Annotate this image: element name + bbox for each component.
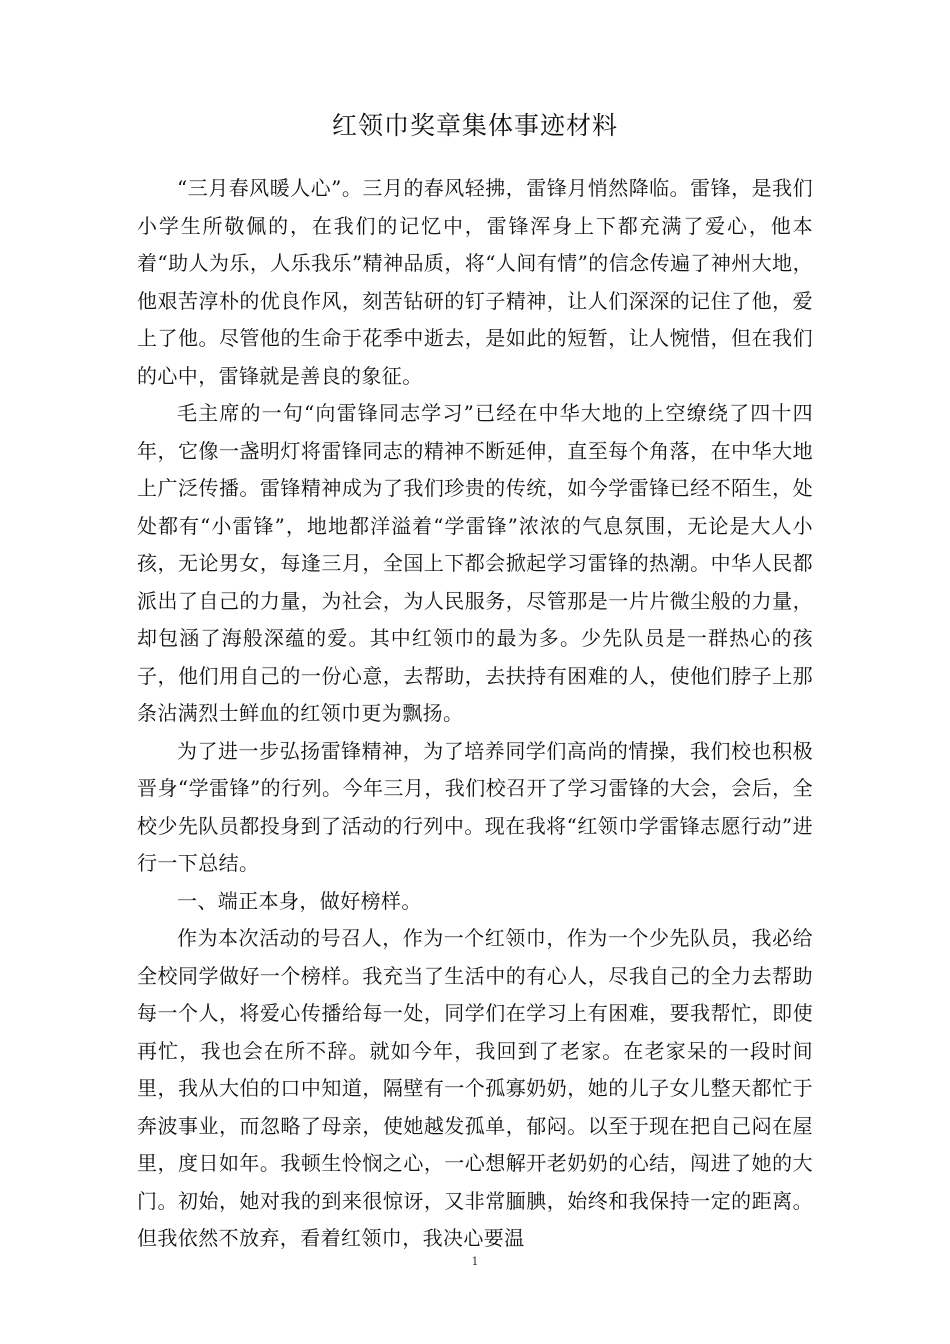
paragraph-mao-quote: 毛主席的一句“向雷锋同志学习”已经在中华大地的上空缭绕了四十四年，它像一盏明灯将雷锋同志的精神不断延伸，直至每个角落，在中华大地上广泛传播。雷锋精神成为了我们珍贵的传统，如今学雷锋已经不陌生，处处都有“小雷锋”，地地都洋溢着“学雷锋”浓浓的气息氛围，无论是大人小孩，无论男女，每逢三月，全国上下都会掀起学习雷锋的热潮。中华人民都派出了自己的力量，为社会，为人民服务，尽管那是一片片微尘般的力量，却包涵了海般深蕴的爱。其中红领巾的最为多。少先队员是一群热心的孩子，他们用自己的一份心意，去帮助，去扶持有困难的人，使他们脖子上那条沾满烈士鲜血的红领巾更为飘扬。 <box>137 401 813 725</box>
paragraph-intro: “三月春风暖人心”。三月的春风轻拂，雷锋月悄然降临。雷锋，是我们小学生所敬佩的，在我们的记忆中，雷锋浑身上下都充满了爱心，他本着“助人为乐，人乐我乐”精神品质，将“人间有情”的信念传遍了神州大地，他艰苦淳朴的优良作风，刻苦钻研的钉子精神，让人们深深的记住了他，爱上了他。尽管他的生命于花季中逝去，是如此的短暂，让人惋惜，但在我们的心中，雷锋就是善良的象征。 <box>137 176 813 388</box>
page-number: 1 <box>471 1255 479 1268</box>
paragraph-school-activity: 为了进一步弘扬雷锋精神，为了培养同学们高尚的情操，我们校也积极晋身“学雷锋”的行列。今年三月，我们校召开了学习雷锋的大会，会后，全校少先队员都投身到了活动的行列中。现在我将“红领巾学雷锋志愿行动”进行一下总结。 <box>137 738 813 875</box>
document-title: 红领巾奖章集体事迹材料 <box>331 111 618 140</box>
paragraph-personal-example: 作为本次活动的号召人，作为一个红领巾，作为一个少先队员，我必给全校同学做好一个榜样。我充当了生活中的有心人，尽我自己的全力去帮助每一个人，将爱心传播给每一处，同学们在学习上有困难，要我帮忙，即使再忙，我也会在所不辞。就如今年，我回到了老家。在老家呆的一段时间里，我从大伯的口中知道，隔壁有一个孤寡奶奶，她的儿子女儿整天都忙于奔波事业，而忽略了母亲，使她越发孤单，郁闷。以至于现在把自己闷在屋里，度日如年。我顿生怜悯之心，一心想解开老奶奶的心结，闯进了她的大门。初始，她对我的到来很惊讶，又非常腼腆，始终和我保持一定的距离。但我依然不放弃，看着红领巾，我决心要温 <box>137 926 813 1250</box>
section-heading-1: 一、端正本身，做好榜样。 <box>177 888 422 913</box>
document-body <box>137 170 813 1258</box>
